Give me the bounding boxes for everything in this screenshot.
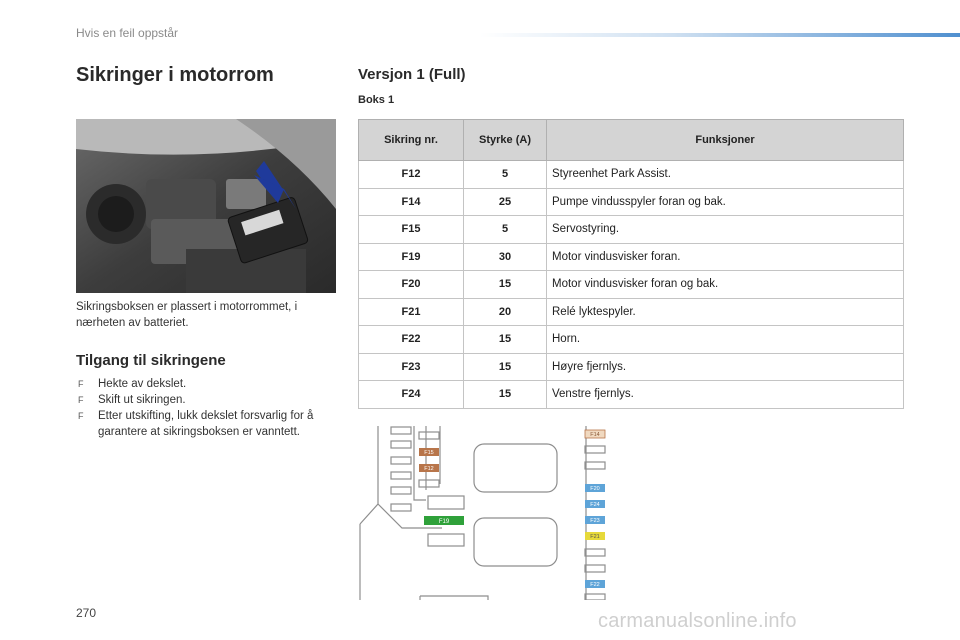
fuse-function: Pumpe vindusspyler foran og bak. — [547, 188, 904, 216]
engine-bay-photo — [76, 119, 336, 293]
fuse-label-f14: F14 — [590, 432, 600, 438]
fuse-box-diagram — [358, 424, 620, 600]
access-steps — [76, 376, 346, 440]
fuse-label-f24: F24 — [590, 502, 600, 508]
page-number: 270 — [76, 606, 97, 620]
fuse-label-f12: F12 — [424, 466, 434, 472]
bullet-icon: F — [78, 379, 84, 389]
fuse-amperage: 15 — [464, 326, 547, 354]
fuse-amperage: 15 — [464, 381, 547, 409]
step-text: Skift ut sikringen. — [98, 394, 186, 406]
bullet-icon: F — [78, 411, 84, 421]
table-header-row — [359, 120, 904, 161]
fuse-number: F12 — [359, 161, 464, 189]
fuse-amperage: 30 — [464, 243, 547, 271]
fuse-amperage: 5 — [464, 216, 547, 244]
fuse-amperage: 20 — [464, 298, 547, 326]
fuse-amperage: 15 — [464, 353, 547, 381]
table-row — [359, 271, 904, 299]
step-item — [76, 392, 346, 408]
fuse-label-f22: F22 — [590, 582, 600, 588]
fuse-number: F23 — [359, 353, 464, 381]
table-row — [359, 243, 904, 271]
header-fuse-number: Sikring nr. — [359, 120, 464, 161]
fuse-number: F21 — [359, 298, 464, 326]
table-row — [359, 353, 904, 381]
table-row — [359, 161, 904, 189]
fuse-amperage: 5 — [464, 161, 547, 189]
watermark: carmanualsonline.info — [598, 610, 797, 632]
fuse-label-f23: F23 — [590, 518, 600, 524]
step-text: Etter utskifting, lukk dekslet forsvarlig for å garantere at sikringsboksen er vanntett. — [98, 410, 314, 438]
table-row — [359, 298, 904, 326]
section-header: Hvis en feil oppstår — [76, 26, 179, 40]
header-functions: Funksjoner — [547, 120, 904, 161]
fuse-table — [358, 119, 904, 409]
fuse-amperage: 15 — [464, 271, 547, 299]
fuse-number: F22 — [359, 326, 464, 354]
step-text: Hekte av dekslet. — [98, 378, 187, 390]
fuse-number: F24 — [359, 381, 464, 409]
fuse-amperage: 25 — [464, 188, 547, 216]
fuse-label-f21: F21 — [590, 534, 600, 540]
table-row — [359, 188, 904, 216]
fuse-function: Relé lyktespyler. — [547, 298, 904, 326]
fuse-label-f19: F19 — [438, 519, 450, 525]
version-title: Versjon 1 (Full) — [358, 66, 466, 83]
step-item — [76, 408, 346, 440]
step-item — [76, 376, 346, 392]
access-title: Tilgang til sikringene — [76, 352, 226, 369]
fuse-number: F19 — [359, 243, 464, 271]
fuse-function: Servostyring. — [547, 216, 904, 244]
box-label: Boks 1 — [358, 94, 395, 106]
table-row — [359, 381, 904, 409]
bullet-icon: F — [78, 395, 84, 405]
fuse-function: Horn. — [547, 326, 904, 354]
fuse-function: Motor vindusvisker foran. — [547, 243, 904, 271]
photo-caption: Sikringsboksen er plassert i motorrommet, i nærheten av batteriet. — [76, 301, 298, 329]
fuse-number: F15 — [359, 216, 464, 244]
table-row — [359, 216, 904, 244]
fuse-function: Høyre fjernlys. — [547, 353, 904, 381]
table-row — [359, 326, 904, 354]
fuse-function: Venstre fjernlys. — [547, 381, 904, 409]
fuse-number: F20 — [359, 271, 464, 299]
page-title: Sikringer i motorrom — [76, 64, 274, 86]
fuse-label-f15: F15 — [424, 450, 434, 456]
header-amperage: Styrke (A) — [464, 120, 547, 161]
fuse-label-f20: F20 — [590, 486, 600, 492]
fuse-number: F14 — [359, 188, 464, 216]
header-accent-bar — [480, 33, 960, 37]
fuse-function: Motor vindusvisker foran og bak. — [547, 271, 904, 299]
fuse-function: Styreenhet Park Assist. — [547, 161, 904, 189]
